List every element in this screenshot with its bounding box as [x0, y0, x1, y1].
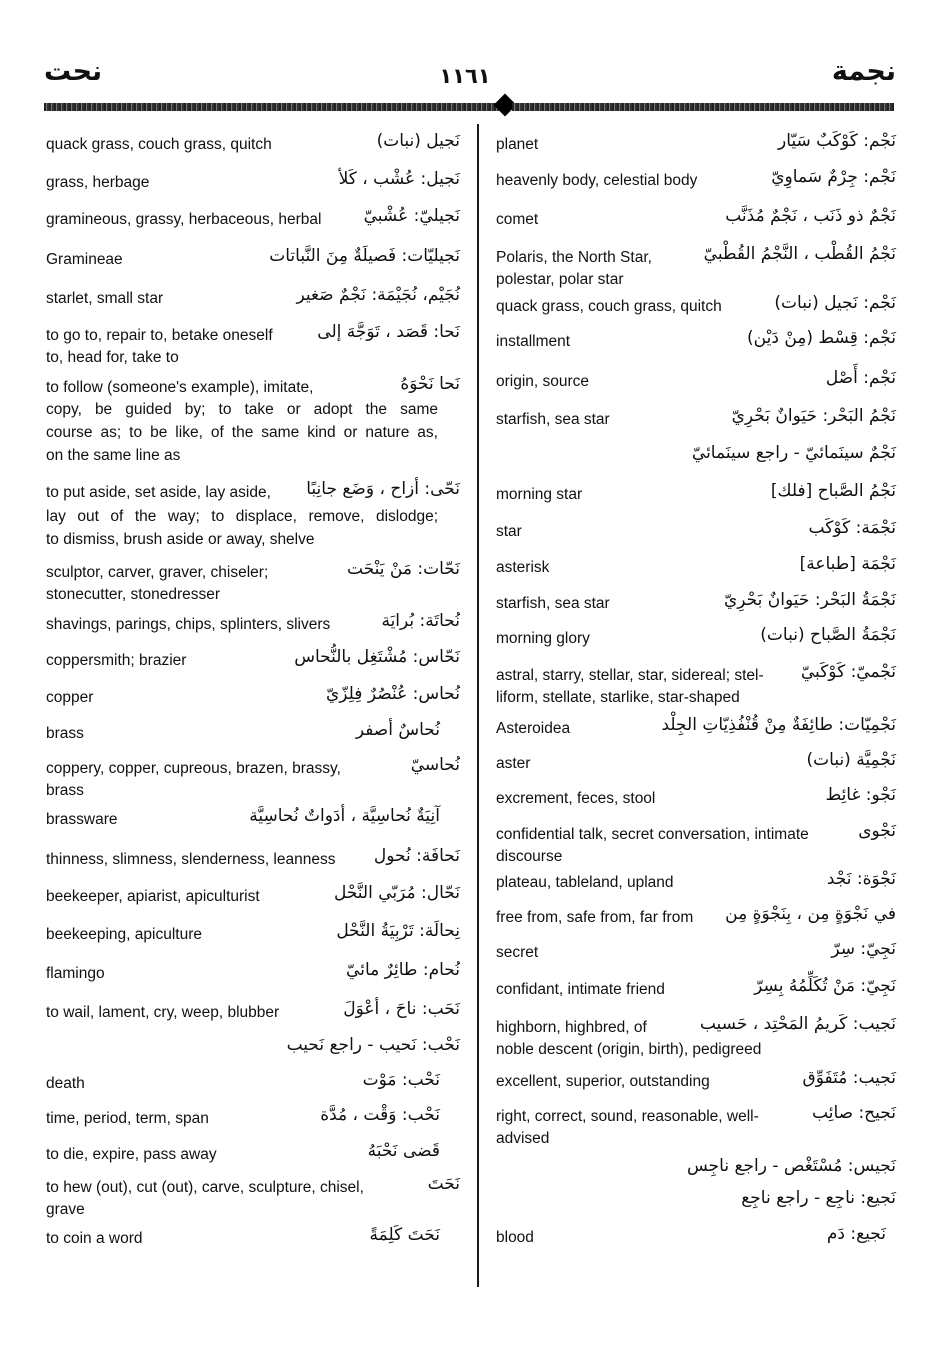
english-definition: excellent, superior, outstanding — [496, 1073, 710, 1090]
english-definition-continued: to, head for, take to — [46, 349, 179, 366]
arabic-headword: نِحالَة: تَرْبِيَةُ النَّحْل — [336, 921, 460, 941]
english-definition: to die, expire, pass away — [46, 1146, 217, 1163]
arabic-headword: نَجْمُ الصَّباح [فلك] — [770, 481, 896, 501]
english-definition: death — [46, 1075, 85, 1092]
arabic-headword: نَحْب: مَوْت — [362, 1070, 440, 1090]
english-definition: installment — [496, 333, 571, 350]
arabic-headword: نَجْم: جِرْمٌ سَماوِيّ — [771, 167, 896, 187]
english-definition: Polaris, the North Star, — [496, 249, 652, 266]
arabic-headword: نَجْمِيَّة (نبات) — [806, 750, 896, 770]
header-rule-right — [512, 103, 894, 111]
english-definition: astral, starry, stellar, star, sidereal; stel- — [496, 667, 764, 684]
arabic-headword: نَجْوَة: نَجْد — [826, 869, 896, 889]
english-definition-continued: course as; to be like, of the same kind or nature as, — [46, 424, 438, 441]
arabic-headword: نَجْم: كَوْكَبٌ سَيّار — [778, 131, 896, 151]
english-definition: blood — [496, 1229, 534, 1246]
arabic-headword: نُجَيْم، نُجَيْمَة: نَجْمٌ صَغير — [296, 285, 460, 305]
arabic-headword: نُحاتَة: بُرايَة — [381, 611, 460, 631]
arabic-headword: نَجْمَةُ البَحْر: حَيَوانٌ بَحْرِيّ — [724, 590, 896, 610]
english-definition: to hew (out), cut (out), carve, sculpture, chisel, — [46, 1179, 364, 1196]
english-definition-continued: on the same line as — [46, 447, 181, 464]
english-definition-continued: to dismiss, brush aside or away, shelve — [46, 531, 315, 548]
english-definition: beekeeping, apiculture — [46, 926, 202, 943]
english-definition: quack grass, couch grass, quitch — [46, 136, 272, 153]
arabic-headword: في نَجْوَةٍ مِن ، بِنَجْوَةٍ مِن — [725, 904, 896, 924]
arabic-headword: نَجْمِيّات: طائِفَةٌ مِنْ قُنْفُذِيّاتِ الجِلْد — [661, 715, 896, 735]
english-definition: morning glory — [496, 630, 590, 647]
english-definition: excrement, feces, stool — [496, 790, 656, 807]
english-definition: shavings, parings, chips, splinters, slivers — [46, 616, 331, 633]
english-definition: Asteroidea — [496, 720, 571, 737]
english-definition-continued: copy, be guided by; to take or adopt the same — [46, 401, 438, 418]
english-definition-continued: brass — [46, 782, 84, 799]
english-definition-continued: polestar, polar star — [496, 271, 624, 288]
english-definition: secret — [496, 944, 539, 961]
arabic-headword: نُحاسٌ أصفر — [355, 720, 440, 740]
english-definition-continued: advised — [496, 1130, 550, 1147]
arabic-headword: نَحْب: نَحيب - راجع نَحيب — [286, 1035, 460, 1055]
english-definition: gramineous, grassy, herbaceous, herbal — [46, 211, 322, 228]
arabic-headword: نَجْمَةُ الصَّباح (نبات) — [760, 625, 896, 645]
english-definition: planet — [496, 136, 539, 153]
arabic-headword: نَجْمَة: كَوْكَب — [808, 518, 896, 538]
english-definition: highborn, highbred, of — [496, 1019, 647, 1036]
arabic-headword: نَجْم: أَصْل — [825, 368, 896, 388]
english-definition-continued: lay out of the way; to displace, remove, dislodge; — [46, 508, 438, 525]
english-definition: starlet, small star — [46, 290, 164, 307]
arabic-headword: نَحْب: وَقْت ، مُدَّة — [320, 1105, 440, 1125]
arabic-headword: نَحافَة: نُحول — [373, 846, 460, 866]
arabic-headword: نَحّال: مُرَبّي النَّحْل — [333, 883, 460, 903]
arabic-headword: نَحّى: أزاح ، وَضَع جانِبًا — [306, 479, 460, 499]
english-definition: to follow (someone's example), imitate, — [46, 379, 314, 396]
page-number: ١١٦١ — [439, 64, 491, 88]
arabic-headword: نَجْو: غائِط — [825, 785, 896, 805]
english-definition-continued: discourse — [496, 848, 563, 865]
arabic-headword: نُحاسيّ — [410, 755, 460, 775]
arabic-headword: نُحام: طائِرٌ مائيّ — [346, 960, 460, 980]
english-definition: aster — [496, 755, 531, 772]
english-definition: starfish, sea star — [496, 595, 610, 612]
arabic-headword: نَجْمُ القُطْب ، النَّجْمُ القُطْبيّ — [703, 244, 896, 264]
arabic-headword: نَجْمٌ سينَمائيّ - راجع سينَمائيّ — [691, 443, 896, 463]
english-definition: star — [496, 523, 522, 540]
header-left-guide-word: نحت — [44, 56, 103, 87]
english-definition: thinness, slimness, slenderness, leanness — [46, 851, 336, 868]
arabic-headword: نَجيح: صائِب — [812, 1103, 896, 1123]
english-definition: sculptor, carver, graver, chiseler; — [46, 564, 269, 581]
english-definition: quack grass, couch grass, quitch — [496, 298, 722, 315]
arabic-headword: نُحاس: عُنْصُرٌ فِلِزّيّ — [325, 684, 460, 704]
english-definition: time, period, term, span — [46, 1110, 209, 1127]
english-definition: flamingo — [46, 965, 105, 982]
arabic-headword: نَجيب: كَريمُ المَحْتِد ، حَسيب — [699, 1014, 896, 1034]
arabic-headword: نَجِيّ: مَنْ تُكَلِّمُهُ بِسِرّ — [754, 976, 896, 996]
arabic-headword: نَجْمُ البَحْر: حَيَوانٌ بَحْرِيّ — [731, 406, 896, 426]
english-definition: beekeeper, apiarist, apiculturist — [46, 888, 260, 905]
arabic-headword: نَجِيّ: سِرّ — [831, 939, 896, 959]
english-definition: to wail, lament, cry, weep, blubber — [46, 1004, 280, 1021]
english-definition: confidential talk, secret conversation, intimate — [496, 826, 809, 843]
arabic-headword: نَجْمَة [طباعة] — [799, 554, 896, 574]
english-definition: copper — [46, 689, 94, 706]
arabic-headword: نَجْميّ: كَوْكَبيّ — [800, 662, 896, 682]
english-definition: grass, herbage — [46, 174, 150, 191]
english-definition: heavenly body, celestial body — [496, 172, 698, 189]
header-rule-left — [44, 103, 499, 111]
english-definition: to go to, repair to, betake oneself — [46, 327, 273, 344]
english-definition: comet — [496, 211, 539, 228]
english-definition-continued: noble descent (origin, birth), pedigreed — [496, 1041, 762, 1058]
arabic-headword: نَجيل: عُشْب ، كَلأ — [338, 169, 460, 189]
arabic-headword: قَضى نَحْبَهُ — [367, 1141, 440, 1161]
english-definition: brassware — [46, 811, 118, 828]
arabic-headword: نَحَب: ناحَ ، أعْوَلَ — [343, 999, 460, 1019]
arabic-headword: نَجْم: قِسْط (مِنْ دَيْن) — [747, 328, 896, 348]
arabic-headword: نَحّاس: مُشْتَغِل بالنُّحاس — [294, 647, 460, 667]
english-definition: free from, safe from, far from — [496, 909, 694, 926]
arabic-headword: نَجيليّ: عُشْبيّ — [363, 206, 460, 226]
english-definition: origin, source — [496, 373, 590, 390]
english-definition: morning star — [496, 486, 583, 503]
english-definition: coppersmith; brazier — [46, 652, 187, 669]
english-definition: brass — [46, 725, 84, 742]
arabic-headword: نَجيليّات: فَصيلَةٌ مِنَ النَّباتات — [269, 246, 460, 266]
english-definition: Gramineae — [46, 251, 123, 268]
arabic-headword: نَحّات: مَنْ يَنْحَت — [347, 559, 460, 579]
arabic-headword: نَحَتَ — [427, 1174, 460, 1194]
english-definition: plateau, tableland, upland — [496, 874, 674, 891]
english-definition: asterisk — [496, 559, 550, 576]
english-definition: right, correct, sound, reasonable, well- — [496, 1108, 759, 1125]
arabic-headword: نَجيع: ناجِع - راجع ناجِع — [741, 1188, 896, 1208]
english-definition: to put aside, set aside, lay aside, — [46, 484, 271, 501]
arabic-headword: نَجْم: نَجيل (نبات) — [774, 293, 896, 313]
arabic-headword: نَجيب: مُتَفَوِّق — [802, 1068, 896, 1088]
arabic-headword: نَجْمٌ ذو ذَنَب ، نَجْمٌ مُذَنَّب — [725, 206, 896, 226]
arabic-headword: نَجْوى — [858, 821, 896, 841]
arabic-headword: نَجيس: مُسْتَغْص - راجع ناجِس — [687, 1156, 896, 1176]
english-definition-continued: grave — [46, 1201, 85, 1218]
arabic-headword: نَحَتَ كَلِمَةً — [369, 1225, 440, 1245]
english-definition: confidant, intimate friend — [496, 981, 665, 998]
english-definition-continued: stonecutter, stonedresser — [46, 586, 221, 603]
arabic-headword: نَجيل (نبات) — [376, 131, 460, 151]
english-definition: starfish, sea star — [496, 411, 610, 428]
english-definition: to coin a word — [46, 1230, 143, 1247]
header-right-guide-word: نجمة — [831, 56, 896, 87]
arabic-headword: نَحا نَحْوَهُ — [400, 374, 460, 394]
arabic-headword: نَحا: قَصَد ، تَوَجَّهَ إلى — [317, 322, 460, 342]
english-definition: coppery, copper, cupreous, brazen, brassy, — [46, 760, 341, 777]
column-divider — [477, 124, 479, 1287]
arabic-headword: نَجيع: دَم — [826, 1224, 886, 1244]
english-definition-continued: liform, stellate, starlike, star-shaped — [496, 689, 740, 706]
arabic-headword: آنِيَةٌ نُحاسِيَّة ، أدَواتٌ نُحاسِيَّة — [249, 806, 440, 826]
